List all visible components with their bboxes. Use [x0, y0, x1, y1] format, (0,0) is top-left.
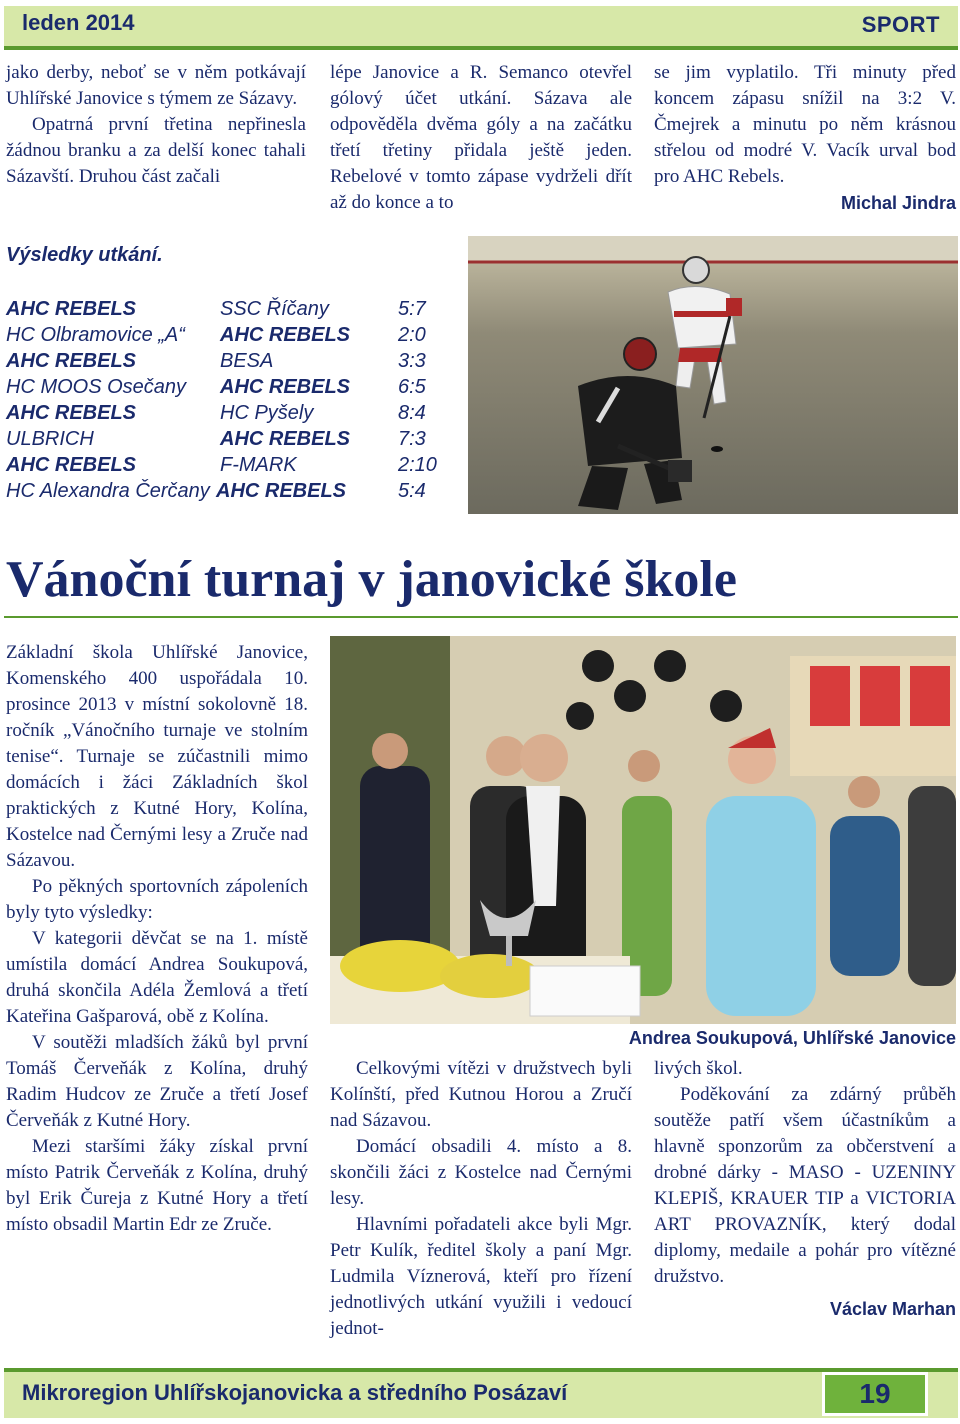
paragraph: Mezi staršími žáky získal první místo Patrik Červeňák z Kolína, druhý byl Erik Čureja z Kutné Hory a třetí místo obsadil Martin Edr ze Zruče.	[6, 1136, 308, 1235]
score: 6:5	[398, 376, 426, 398]
away-team: AHC REBELS	[220, 376, 351, 398]
hockey-photo	[468, 236, 958, 514]
paragraph: V kategorii děvčat se na 1. místě umístila domácí Andrea Soukupová, druhá skončila Adéla Žemlová a třetí Kateřina Gašparová, obě z Kolína.	[6, 928, 308, 1027]
hockey-column-1	[6, 60, 306, 190]
hockey-author: Michal Jindra	[840, 193, 956, 213]
home-team: AHC REBELS	[6, 298, 137, 320]
home-team: HC Olbramovice „A“	[6, 324, 185, 346]
paragraph: se jim vyplatilo. Tři minuty před koncem zápasu snížil na 3:2 V. Čmejrek a minutu po něm krásnou střelou od modré V. Vacík urval bod pro AHC Rebels.	[654, 62, 956, 187]
section-title: SPORT	[861, 12, 940, 37]
score: 2:0	[398, 324, 426, 346]
hockey-column-2	[330, 60, 632, 216]
paragraph: jako derby, neboť se v něm potkávají Uhlířské Janovice s týmem ze Sázavy.	[6, 62, 306, 109]
article-column-1	[6, 640, 308, 1238]
paragraph: Opatrná první třetina nepřinesla žádnou branku a za delší konec tahali Sázavští. Druhou část začali	[6, 114, 306, 187]
tournament-photo	[330, 636, 956, 1024]
paragraph: Hlavními pořadateli akce byli Mgr. Petr Kulík, ředitel školy a paní Mgr. Ludmila Víznerová, kteří pro řízení jednotlivých utkání využili i vedoucí jednot-	[330, 1214, 632, 1339]
article-column-3	[654, 1056, 956, 1322]
home-team: HC Alexandra Čerčany	[6, 480, 210, 502]
away-team: HC Pyšely	[220, 402, 314, 424]
home-team: AHC REBELS	[6, 350, 137, 372]
photo-caption: Andrea Soukupová, Uhlířské Janovice	[628, 1028, 956, 1048]
tournament-photo-illustration	[330, 636, 956, 1024]
away-team: AHC REBELS	[220, 324, 351, 346]
score: 8:4	[398, 402, 426, 424]
paragraph: lépe Janovice a R. Semanco otevřel gólový účet utkání. Sázava ale odpověděla dvěma góly a na začátku třetí třetiny přidala ještě jeden. Rebelové v tomto zápase vydrželi dřít až do konce a to	[330, 62, 632, 213]
paragraph: livých škol.	[654, 1058, 743, 1079]
footer-title: Mikroregion Uhlířskojanovicka a středního Posázaví	[22, 1380, 568, 1405]
home-team: ULBRICH	[6, 428, 94, 450]
away-team: SSC Říčany	[220, 298, 329, 320]
hockey-column-3	[654, 60, 956, 216]
score: 3:3	[398, 350, 426, 372]
away-team: BESA	[220, 350, 274, 372]
headline-rule	[4, 616, 958, 618]
away-team: F-MARK	[220, 454, 297, 476]
issue-date: leden 2014	[22, 10, 135, 35]
home-team: AHC REBELS	[6, 402, 137, 424]
article-headline: Vánoční turnaj v janovické škole	[6, 551, 737, 608]
away-team: AHC REBELS	[216, 480, 347, 502]
header-bar	[4, 6, 958, 50]
home-team: AHC REBELS	[6, 454, 137, 476]
paragraph: Celkovými vítězi v družstvech byli Kolínští, před Kutnou Horou a Zručí nad Sázavou.	[330, 1058, 632, 1131]
score: 5:7	[398, 298, 426, 320]
paragraph: V soutěži mladších žáků byl první Tomáš Červeňák z Kolína, druhý Radim Hudcov ze Zruče a třetí Josef Červeňák z Kutné Hory.	[6, 1032, 308, 1131]
paragraph: Domácí obsadili 4. místo a 8. skončili žáci z Kostelce nad Černými lesy.	[330, 1136, 632, 1209]
article-author: Václav Marhan	[829, 1299, 956, 1319]
paragraph: Poděkování za zdárný průběh soutěže patří všem účastníkům a hlavně sponzorům za občerstvení a drobné dárky - MASO - UZENINY KLEPIŠ, KRAUER TIP a VICTORIA ART PROVAZNÍK, který dodal diplomy, medaile a pohár pro vítězné družstvo.	[654, 1084, 956, 1287]
score: 2:10	[398, 454, 437, 476]
score: 7:3	[398, 428, 426, 450]
paragraph: Základní škola Uhlířské Janovice, Komenského 400 uspořádala 10. prosince 2013 v místní sokolovně 18. ročník „Vánočního turnaje ve stolním tenise“. Turnaje se zúčastnili mimo domácích i žáci Základních škol praktických z Kutné Hory, Kolína, Kostelce nad Černými lesy a Zruče nad Sázavou.	[6, 642, 308, 871]
home-team: HC MOOS Osečany	[6, 376, 187, 398]
results-title: Výsledky utkání.	[6, 244, 163, 266]
score: 5:4	[398, 480, 426, 502]
away-team: AHC REBELS	[220, 428, 351, 450]
paragraph: Po pěkných sportovních zápoleních byly tyto výsledky:	[6, 876, 308, 923]
hockey-photo-illustration	[468, 236, 958, 514]
article-column-2	[330, 1056, 632, 1342]
page-number: 19	[822, 1372, 928, 1416]
